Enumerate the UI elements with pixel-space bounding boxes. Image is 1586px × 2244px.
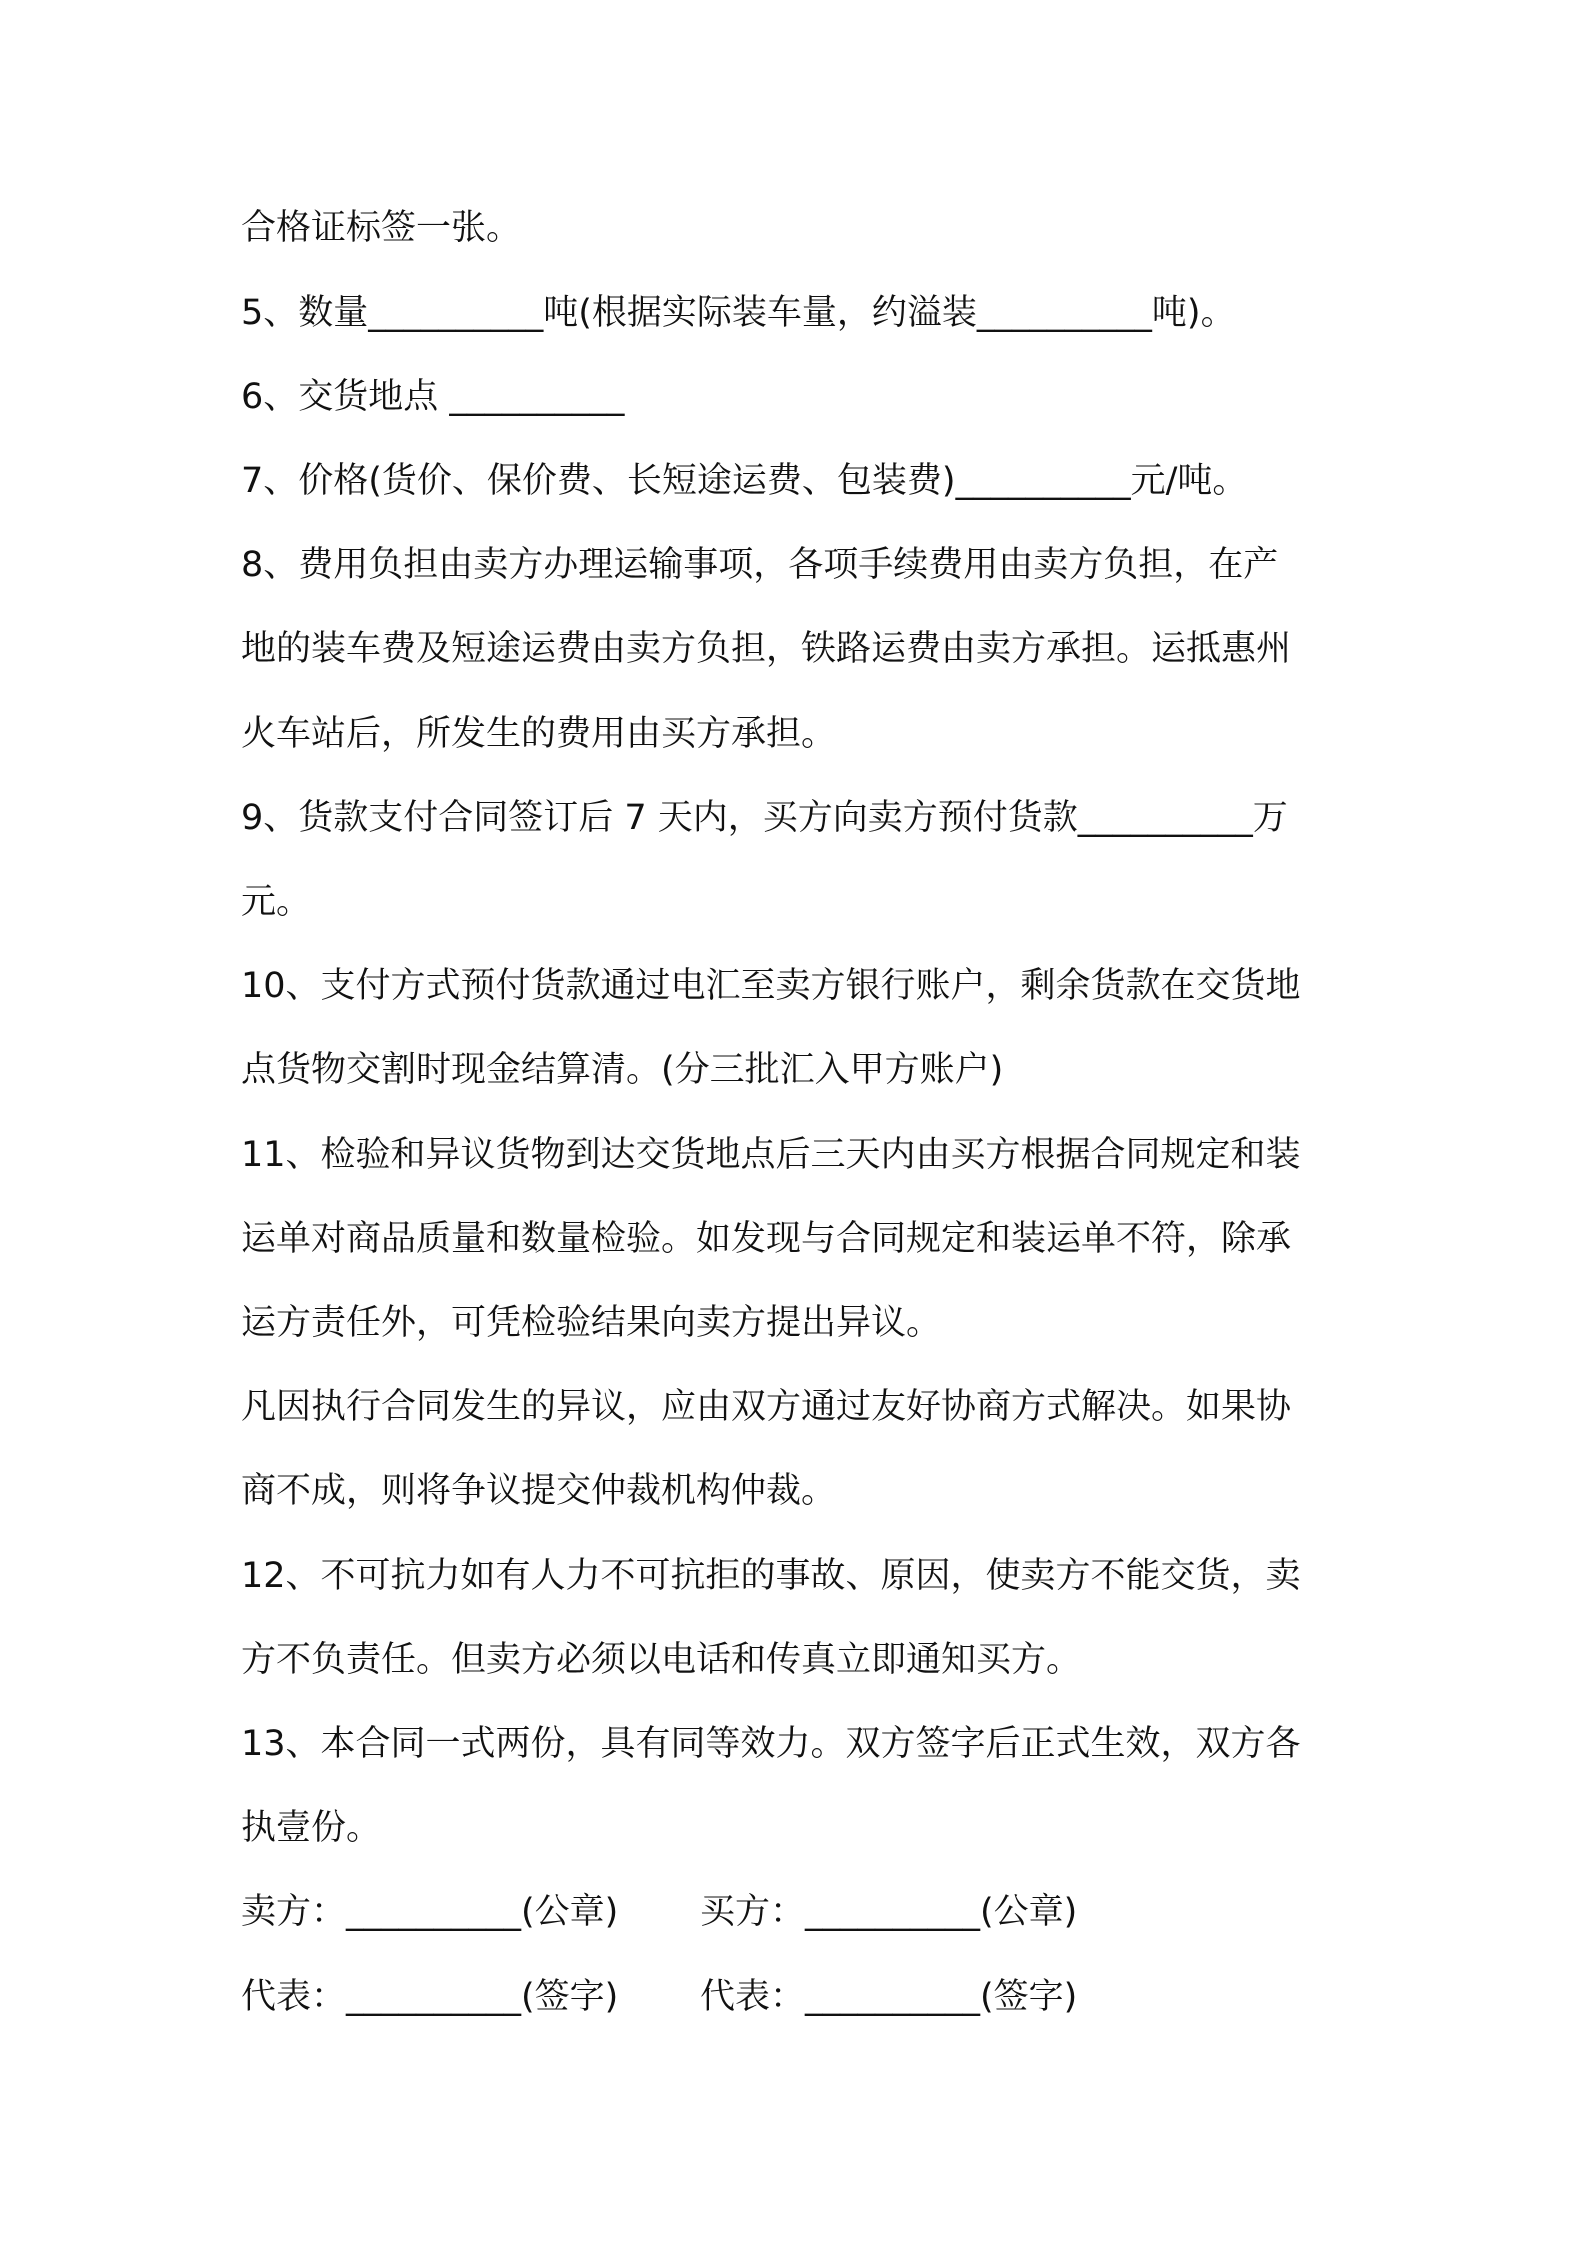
text-line: 地的装车费及短途运费由卖方负担，铁路运费由卖方承担。运抵惠州 [241,629,1292,669]
text-line: 凡因执行合同发生的异议，应由双方通过友好协商方式解决。如果协 [241,1387,1292,1427]
text-line: 运方责任外，可凭检验结果向卖方提出异议。 [241,1303,942,1343]
text-line: 10、支付方式预付货款通过电汇至卖方银行账户，剩余货款在交货地 [241,966,1301,1006]
text-line: 方不负责任。但卖方必须以电话和传真立即通知买方。 [241,1640,1082,1680]
text-line: 元。 [241,882,312,922]
text-line: 13、本合同一式两份，具有同等效力。双方签字后正式生效，双方各 [241,1724,1301,1764]
buyer-signature: 买方：__________(公章) [700,1892,1078,1932]
text-line: 7、价格(货价、保价费、长短途运费、包装费)__________元/吨。 [241,461,1248,501]
text-line: 火车站后，所发生的费用由买方承担。 [241,714,837,754]
text-line: 12、不可抗力如有人力不可抗拒的事故、原因，使卖方不能交货，卖 [241,1556,1301,1596]
text-line: 合格证标签一张。 [241,208,522,248]
text-line: 9、货款支付合同签订后 7 天内，买方向卖方预付货款__________万 [241,798,1288,838]
text-line: 点货物交割时现金结算清。(分三批汇入甲方账户) [241,1050,1004,1090]
seller-signature: 卖方：__________(公章) [241,1892,619,1932]
text-line: 执壹份。 [241,1808,382,1848]
buyer-representative: 代表：__________(签字) [700,1977,1078,2017]
text-line: 5、数量__________吨(根据实际装车量，约溢装__________吨)。 [241,293,1236,333]
text-line: 运单对商品质量和数量检验。如发现与合同规定和装运单不符，除承 [241,1219,1292,1259]
text-line: 商不成，则将争议提交仲裁机构仲裁。 [241,1471,837,1511]
text-line: 6、交货地点 __________ [241,377,625,417]
text-line: 8、费用负担由卖方办理运输事项，各项手续费用由卖方负担，在产 [241,545,1279,585]
text-line: 11、检验和异议货物到达交货地点后三天内由买方根据合同规定和装 [241,1135,1301,1175]
seller-representative: 代表：__________(签字) [241,1977,619,2017]
